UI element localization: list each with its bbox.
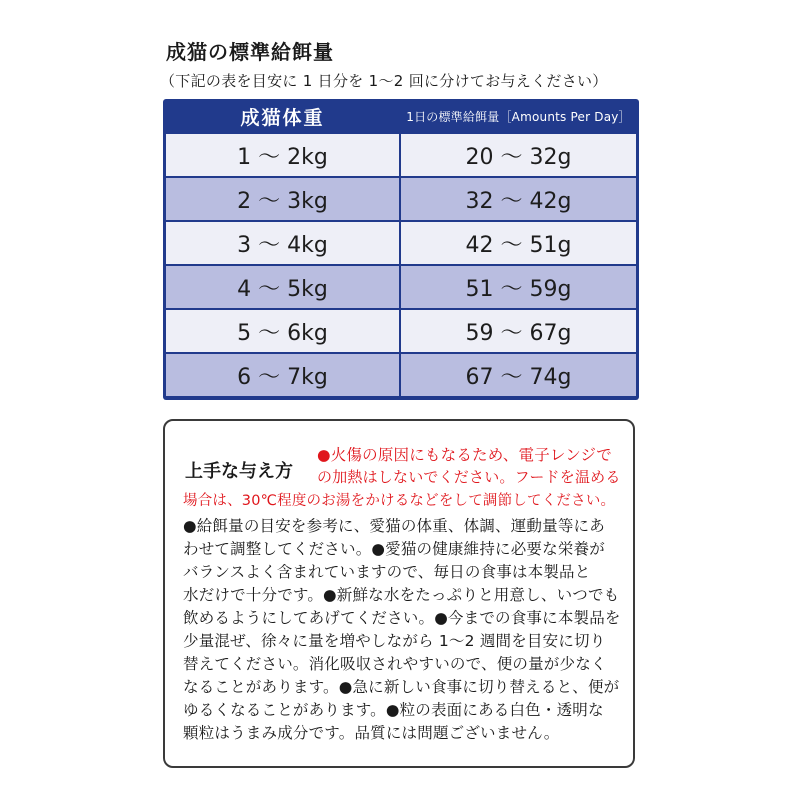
amount-cell: 59 〜 67g — [401, 310, 636, 352]
weight-cell: 1 〜 2kg — [166, 134, 399, 176]
feeding-table — [163, 99, 639, 400]
amount-cell: 20 〜 32g — [401, 134, 636, 176]
tips-line: ゆるくなることがあります。●粒の表面にある白色・透明な — [183, 701, 604, 719]
tips-line: 飲めるようにしてあげてください。●今までの食事に本製品を — [183, 609, 621, 627]
table-row — [166, 310, 636, 352]
tips-line: わせて調整してください。●愛猫の健康維持に必要な栄養が — [183, 540, 605, 558]
header-daily-amount: 1日の標準給餌量［Amounts Per Day］ — [406, 110, 631, 124]
warning-line: 場合は、30℃程度のお湯をかけるなどをして調節してください。 — [183, 493, 616, 509]
warning-line: の加熱はしないでください。フードを温める — [317, 468, 621, 486]
tips-heading: 上手な与え方 — [185, 461, 293, 482]
page-subtitle: （下記の表を目安に 1 日分を 1〜2 回に分けてお与えください） — [160, 72, 608, 90]
table-row — [166, 134, 636, 176]
amount-cell: 51 〜 59g — [401, 266, 636, 308]
weight-cell: 4 〜 5kg — [166, 266, 399, 308]
table-row — [166, 266, 636, 308]
feeding-tips-box — [163, 419, 635, 768]
amount-cell: 42 〜 51g — [401, 222, 636, 264]
amount-cell: 32 〜 42g — [401, 178, 636, 220]
table-row — [166, 178, 636, 220]
table-row — [166, 222, 636, 264]
tips-line: 替えてください。消化吸収されやすいので、便の量が少なく — [183, 655, 607, 673]
tips-line: バランスよく含まれていますので、毎日の食事は本製品と — [183, 563, 591, 581]
warning-line: ●火傷の原因にもなるため、電子レンジで — [317, 446, 612, 464]
weight-cell: 6 〜 7kg — [166, 354, 399, 396]
weight-cell: 2 〜 3kg — [166, 178, 399, 220]
tips-line: なることがあります。●急に新しい食事に切り替えると、便が — [183, 678, 620, 696]
weight-cell: 3 〜 4kg — [166, 222, 399, 264]
tips-line: 少量混ぜ、徐々に量を増やしながら 1〜2 週間を目安に切り — [183, 632, 606, 650]
tips-line: 顆粒はうまみ成分です。品質には問題ございません。 — [183, 724, 560, 742]
table-row — [166, 354, 636, 396]
tips-line: ●給餌量の目安を参考に、愛猫の体重、体調、運動量等にあ — [183, 517, 605, 535]
table-body — [166, 134, 636, 396]
header-cat-weight: 成猫体重 — [240, 107, 325, 129]
page-title: 成猫の標準給餌量 — [166, 40, 334, 64]
amount-cell: 67 〜 74g — [401, 354, 636, 396]
tips-line: 水だけで十分です。●新鮮な水をたっぷりと用意し、いつでも — [183, 586, 620, 604]
table-header — [166, 99, 636, 134]
weight-cell: 5 〜 6kg — [166, 310, 399, 352]
